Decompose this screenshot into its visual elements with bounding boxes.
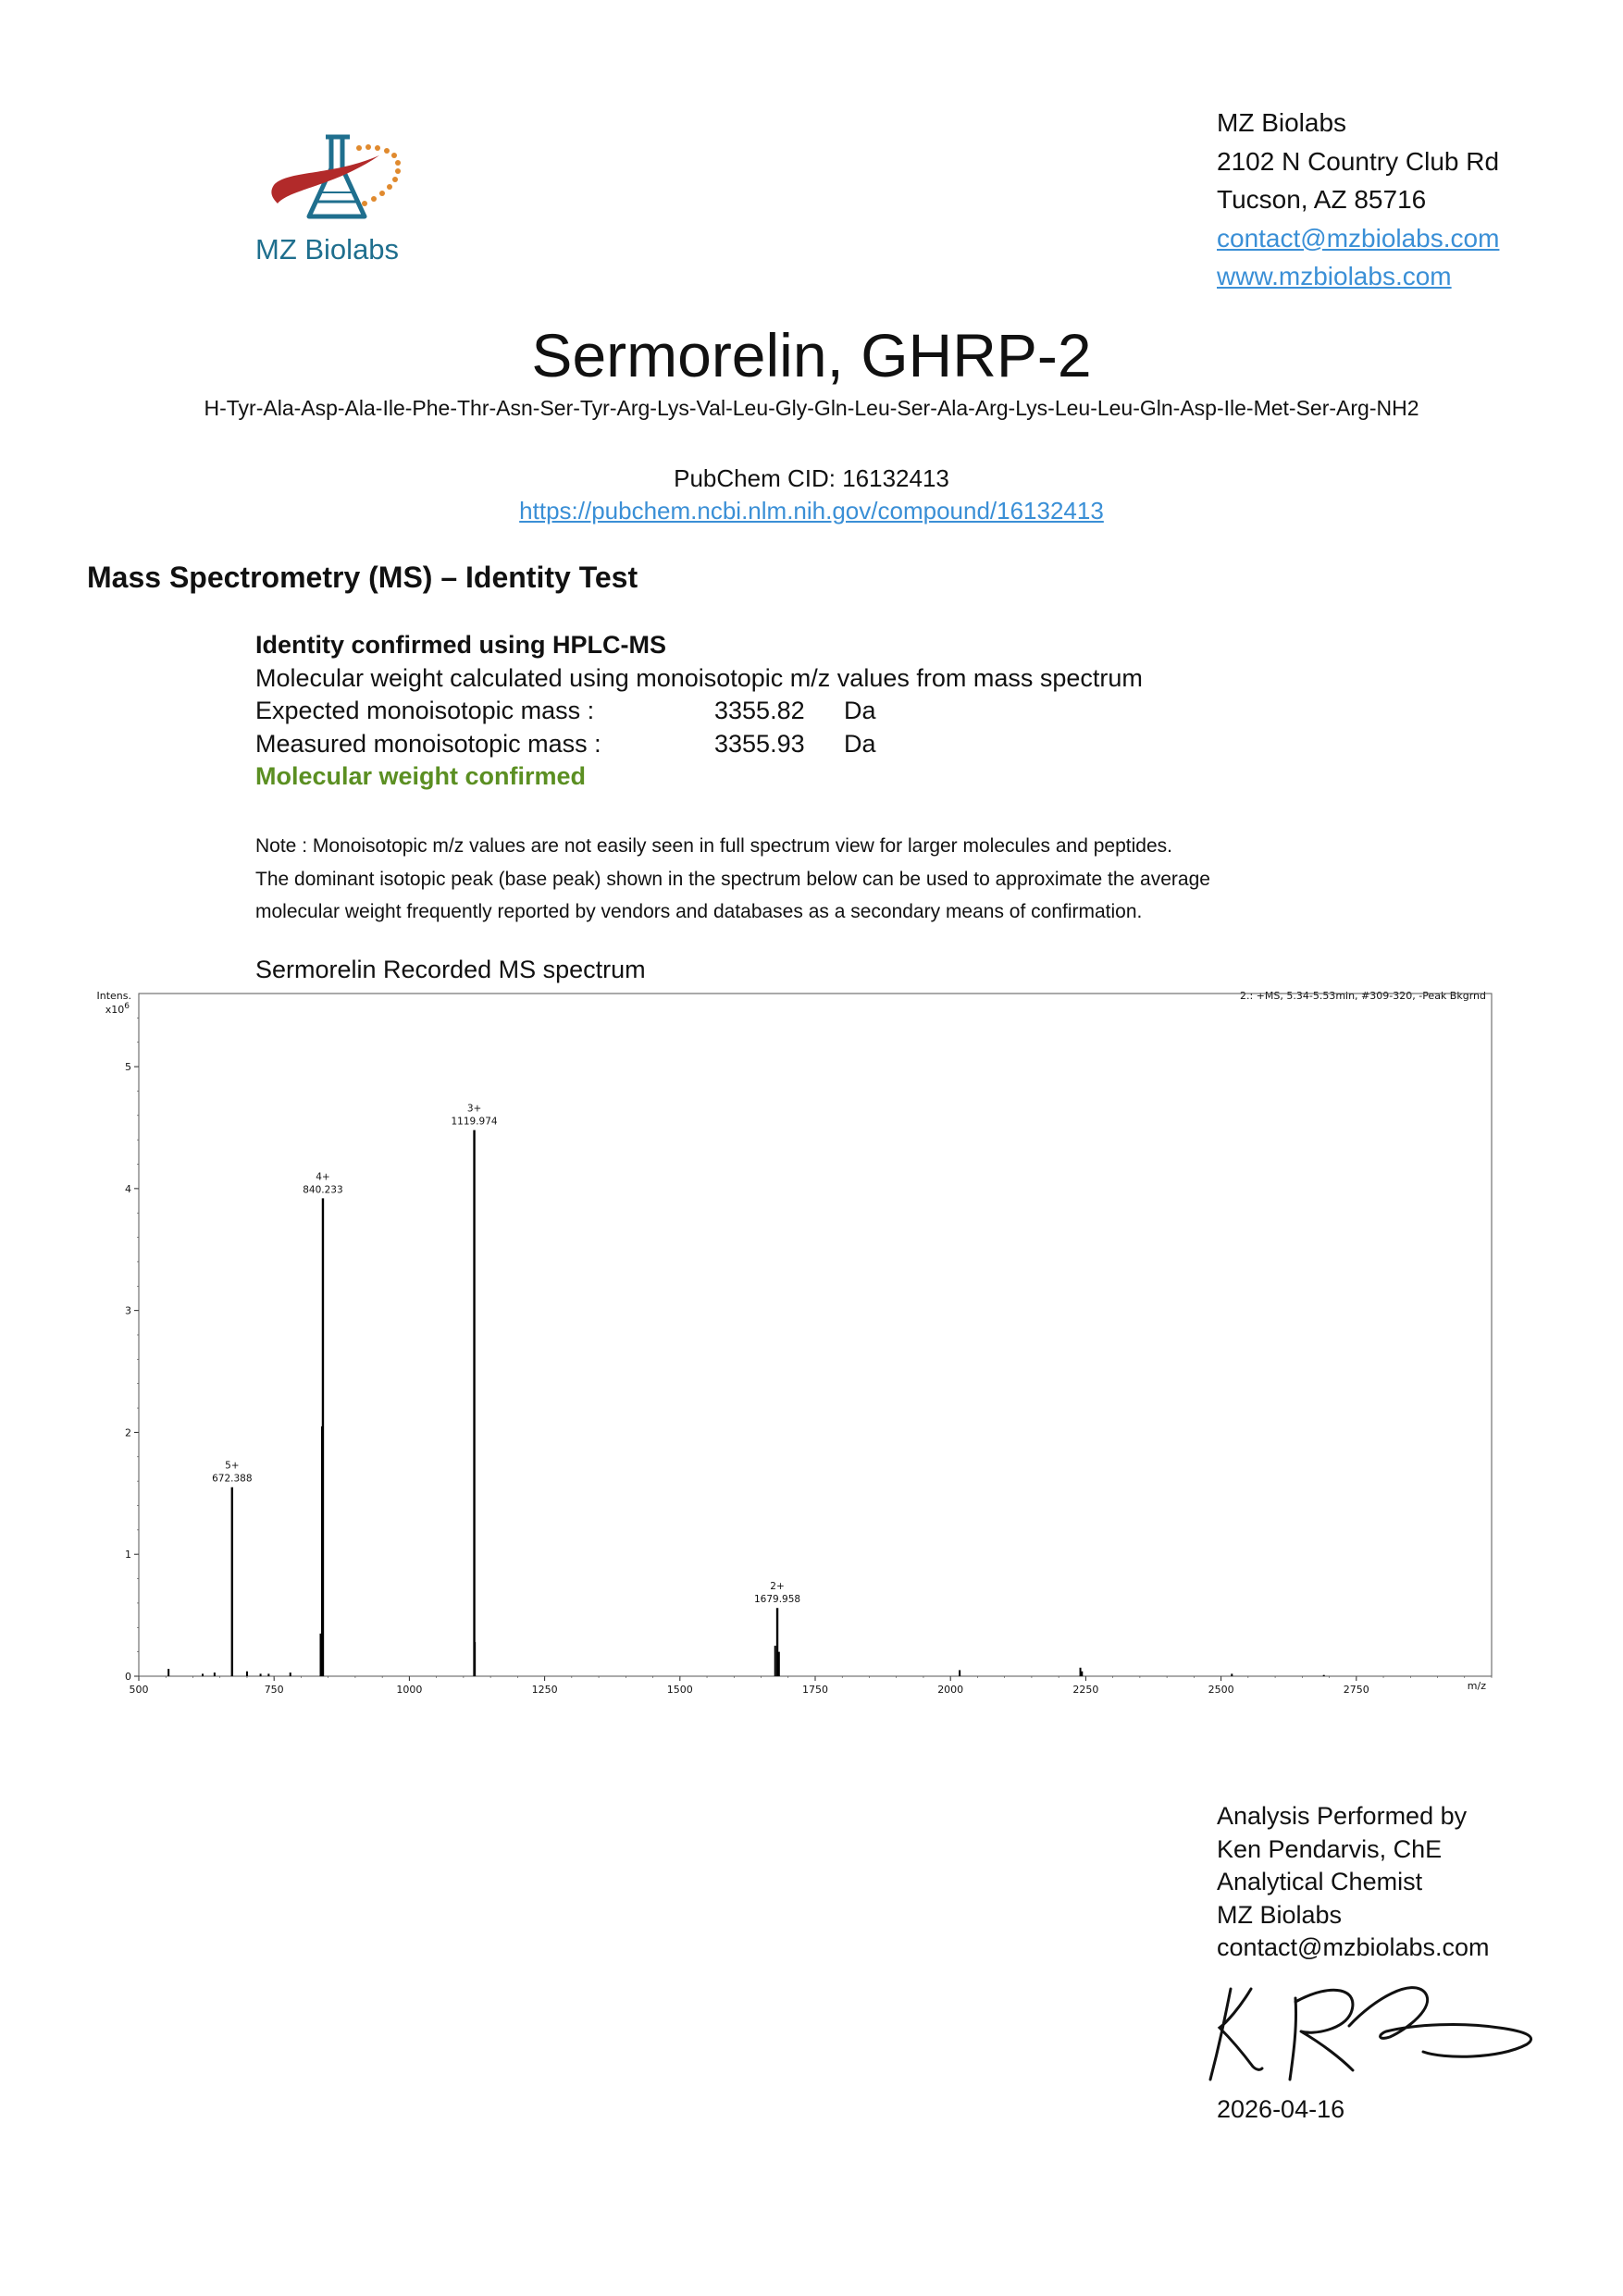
x-tick-label: 1000 [396,1684,423,1696]
address-street: 2102 N Country Club Rd [1217,146,1500,176]
x-tick-label: 2250 [1072,1684,1099,1696]
expected-mass-unit: Da [844,697,876,724]
analyst-caption: Analysis Performed by [1217,1802,1468,1830]
measured-mass-label: Measured monoisotopic mass : [255,729,601,758]
x-tick-label: 500 [129,1684,149,1696]
spectrum-caption: Sermorelin Recorded MS spectrum [255,956,646,983]
measured-mass-unit: Da [844,729,876,758]
x-tick-label: 2000 [937,1684,964,1696]
peak-mz-label: 672.388 [212,1473,253,1485]
peak-mz-label: 1119.974 [451,1116,498,1128]
analyst-email: contact@mzbiolabs.com [1217,1933,1490,1961]
expected-mass-label: Expected monoisotopic mass : [255,697,595,724]
address-city: Tucson, AZ 85716 [1217,185,1427,214]
analyst-company: MZ Biolabs [1217,1900,1343,1929]
website-link[interactable]: www.mzbiolabs.com [1217,262,1452,290]
y-axis-scale: $x10^6$ [105,1002,130,1016]
expected-mass-value: 3355.82 [714,697,805,724]
x-tick-label: 2500 [1208,1684,1234,1696]
expected-mass-row [255,695,1143,728]
analysis-date: 2026-04-16 [1217,2095,1345,2123]
y-tick-label: 5 [125,1061,131,1074]
note-line: molecular weight frequently reported by vendors and databases as a secondary means of confirmation. [255,901,1143,922]
y-tick-label: 0 [125,1671,131,1683]
company-address [1217,104,1499,296]
pubchem-link[interactable]: https://pubchem.ncbi.nlm.nih.gov/compound/16132413 [519,497,1104,525]
measured-mass-value: 3355.93 [714,729,805,758]
x-axis-label: m/z [1467,1680,1486,1692]
y-tick-label: 3 [125,1304,131,1317]
y-tick-label: 1 [125,1549,131,1562]
results-heading: Identity confirmed using HPLC-MS [255,631,667,659]
company-logo [268,128,416,231]
logo-dots [356,144,401,206]
measured-mass-row [255,728,1143,761]
logo-swoosh [271,155,379,204]
x-tick-label: 2750 [1343,1684,1369,1696]
ms-spectrum-chart [89,981,1505,1702]
peptide-sequence: H-Tyr-Ala-Asp-Ala-Ile-Phe-Thr-Asn-Ser-Tyr-Arg-Lys-Val-Leu-Gly-Gln-Leu-Ser-Ala-Arg-Lys-Leu-Leu-Gln-Asp-Ile-Met-Ser-Arg-NH2 [204,396,1419,420]
x-tick-label: 750 [264,1684,284,1696]
peak-charge-label: 4+ [316,1171,330,1183]
note-block [255,830,1210,929]
x-tick-label: 1750 [802,1684,828,1696]
x-tick-label: 1500 [666,1684,693,1696]
analyst-name: Ken Pendarvis, ChE [1217,1834,1443,1863]
results-method: Molecular weight calculated using monoisotopic m/z values from mass spectrum [255,663,1143,692]
results-block [255,629,1143,794]
peak-charge-label: 3+ [466,1103,482,1115]
chart-header: 2.: +MS, 5.34-5.53min, #309-320, -Peak Bkgrnd [1239,990,1486,1002]
analyst-title: Analytical Chemist [1217,1868,1423,1895]
peak-charge-label: 5+ [225,1460,240,1472]
conclusion-text: Molecular weight confirmed [255,762,587,790]
section-title: Mass Spectrometry (MS) – Identity Test [87,561,638,594]
note-line: Note : Monoisotopic m/z values are not easily seen in full spectrum view for larger molecules and peptides. [255,835,1172,857]
y-axis-label: Intens. [96,990,131,1002]
address-company-name: MZ Biolabs [1217,108,1347,137]
logo-text: MZ Biolabs [255,233,400,265]
signature-block [1217,1800,1490,1965]
product-title: Sermorelin, GHRP-2 [531,321,1092,389]
y-tick-label: 2 [125,1426,131,1439]
plot-frame [139,994,1492,1676]
email-link[interactable]: contact@mzbiolabs.com [1217,223,1500,253]
pubchem-cid: PubChem CID: 16132413 [674,464,949,492]
pubchem-block [0,463,1623,527]
peak-mz-label: 1679.958 [753,1594,801,1606]
peak-mz-label: 840.233 [303,1184,343,1196]
handwritten-signature [1194,1970,1545,2091]
y-tick-label: 4 [125,1182,131,1195]
x-tick-label: 1250 [531,1684,558,1696]
note-line: The dominant isotopic peak (base peak) shown in the spectrum below can be used to approximate the average [255,868,1210,890]
peak-charge-label: 2+ [770,1581,785,1593]
